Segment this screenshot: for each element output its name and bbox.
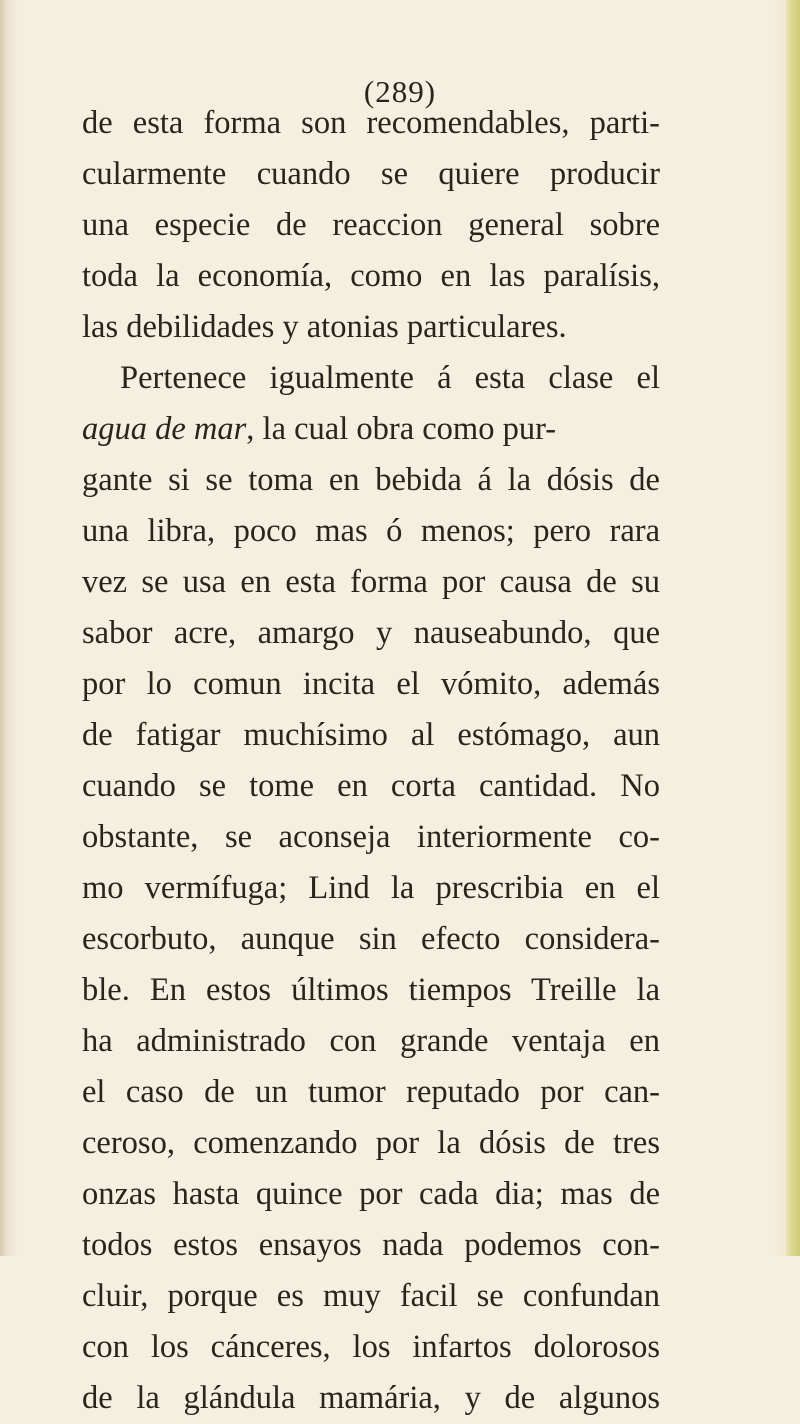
text-line: sabor acre, amargo y nauseabundo, que [82,615,660,651]
body-text [82,98,660,1424]
text-line: de fatigar muchísimo al estómago, aun [82,717,660,753]
text-line: ceroso, comenzando por la dósis de tres [82,1125,660,1161]
page-left-edge [0,0,6,1256]
text-line: las debilidades y atonias particulares. [82,309,567,345]
text-line: de la glándula mamária, y de algunos [82,1380,660,1416]
page-right-edge [786,0,800,1256]
text-line: obstante, se aconseja interiormente co- [82,819,660,855]
text-line: por lo comun incita el vómito, además [82,666,660,702]
text-line: cuando se tome en corta cantidad. No [82,768,660,804]
text-line: de esta forma son recomendables, parti- [82,105,660,141]
text-line: una libra, poco mas ó menos; pero rara [82,513,660,549]
italic-term-agua-de-mar: agua de mar [82,411,247,447]
page-number: (289) [363,74,437,109]
text-line: cluir, porque es muy facil se confundan [82,1278,660,1314]
text-line: ble. En estos últimos tiempos Treille la [82,972,660,1008]
text-line: con los cánceres, los infartos dolorosos [82,1329,660,1365]
text-line: gante si se toma en bebida á la dósis de [82,462,660,498]
text-line: ha administrado con grande ventaja en [82,1023,660,1059]
text-line: una especie de reaccion general sobre [82,207,660,243]
text-line: mo vermífuga; Lind la prescribia en el [82,870,660,906]
text-line-remainder: , la cual obra como pur- [246,411,557,447]
text-line-paragraph-start: Pertenece igualmente á esta clase el [120,360,660,396]
text-line: toda la economía, como en las paralísis, [82,258,660,294]
text-line: onzas hasta quince por cada dia; mas de [82,1176,660,1212]
text-line: vez se usa en esta forma por causa de su [82,564,660,600]
text-line: todos estos ensayos nada podemos con- [82,1227,660,1263]
text-line: escorbuto, aunque sin efecto considera- [82,921,660,957]
text-line: cularmente cuando se quiere producir [82,156,660,192]
text-line-mixed [82,404,660,455]
text-line: el caso de un tumor reputado por can- [82,1074,660,1110]
